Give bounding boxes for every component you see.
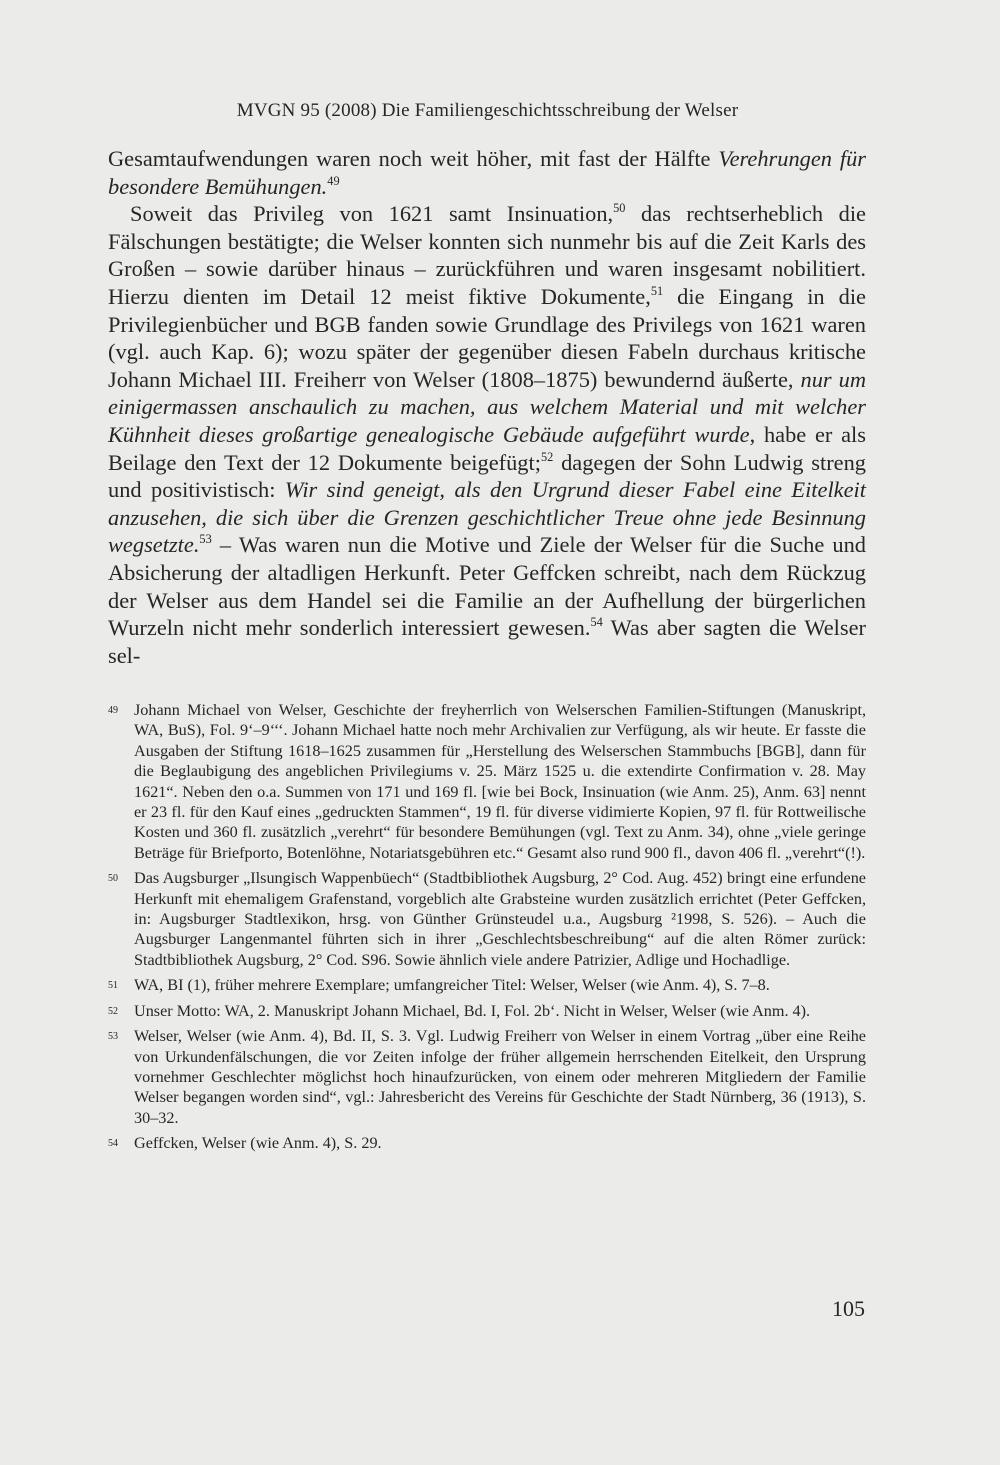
- italic-run: nur um einigermassen anschaulich zu machen, aus welchem Material und mit welcher Kühnheit dieses großartige genealogische Gebäude aufgeführt wurde: [108, 366, 866, 447]
- footnote-text: Unser Motto: WA, 2. Manuskript Johann Michael, Bd. I, Fol. 2b‘. Nicht in Welser, Welser (wie Anm. 4).: [134, 1001, 811, 1020]
- footnote-53: [108, 1026, 866, 1128]
- paragraph-2: [108, 200, 866, 669]
- text-run: , habe er als Beilage den Text der 12 Dokumente beigefügt;: [108, 421, 866, 475]
- text-run: das rechtserheblich die Fälschungen bestätigte; die Welser konnten sich nunmehr bis auf die Zeit Karls des Großen – sowie darüber hinaus – zurückführen und waren insgesamt nobilitiert. Hierzu dienten im Detail 12 meist fiktive Dokumente,: [108, 201, 866, 309]
- footnote-ref-52[interactable]: 52: [540, 449, 554, 464]
- footnote-number: 49: [108, 705, 118, 716]
- footnote-text: WA, BI (1), früher mehrere Exemplare; umfangreicher Titel: Welser, Welser (wie Anm. 4), S. 7–8.: [134, 976, 770, 995]
- footnote-text: Welser, Welser (wie Anm. 4), Bd. II, S. 3. Vgl. Ludwig Freiherr von Welser in einem Vortrag „über eine Reihe von Urkundenfälschungen, die vor Zeiten infolge der früher allgemein herrschenden Eitelkeit, den Ursprung vornehmer Geschlechter möglichst hoch hinaufzurücken, von einem oder mehreren Mitgliedern der Familie Welser begangen worden sind“, vgl.: Jahresbericht des Vereins für Geschichte der Stadt Nürnberg, 36 (1913), S. 30–32.: [134, 1027, 866, 1127]
- footnote-50: [108, 868, 866, 970]
- footnote-number: 52: [108, 1005, 118, 1017]
- text-run: dagegen der Sohn Ludwig streng und positivistisch:: [108, 449, 866, 503]
- text-run: Was aber sagten die Welser sel-: [108, 615, 866, 668]
- footnote-text: Das Augsburger „Ilsungisch Wappenbüech“ (Stadtbibliothek Augsburg, 2° Cod. Aug. 452) bringt eine erfundene Herkunft mit ehemaligem Grafenstand, vorgeblich alte Grabsteine wurden zusätzlich errichtet (Peter Geffcken, in: Augsburger Stadtlexikon, hrsg. von Günther Grünsteudel u.a., Augsburg ²1998, S. 526). – Auch die Augsburger Langenmantel führten sich in ihrer „Geschlechtsbeschreibung“ auf die alten Römer zurück: Stadtbibliothek Augsburg, 2° Cod. S96. Sowie ähnlich viele andere Patrizier, Adlige und Hochadlige.: [134, 869, 866, 969]
- footnote-52: [108, 1001, 866, 1021]
- paragraph-1: [108, 145, 866, 200]
- running-head: MVGN 95 (2008) Die Familiengeschichtsschreibung der Welser: [236, 100, 739, 121]
- text-run: Soweit das Privileg von 1621 samt Insinuation,: [130, 201, 614, 227]
- body-text: [108, 145, 866, 669]
- footnote-number: 54: [108, 1138, 118, 1150]
- footnote-text: Geffcken, Welser (wie Anm. 4), S. 29.: [134, 1134, 382, 1153]
- footnote-ref-50[interactable]: 50: [613, 200, 626, 215]
- footnote-51: [108, 975, 866, 995]
- text-run: – Was waren nun die Motive und Ziele der Welser für die Suche und Absicherung der altadligen Herkunft. Peter Geffcken schreibt, nach dem Rückzug der Welser aus dem Handel sei die Familie an der Aufhellung der bürgerlichen Wurzeln nicht mehr sonderlich interessiert gewesen.: [108, 532, 866, 641]
- footnote-number: 53: [108, 1031, 118, 1043]
- footnote-text: Johann Michael von Welser, Geschichte der freyherrlich von Welserschen Familien-Stiftungen (Manuskript, WA, BuS), Fol. 9‘–9‘‘‘. Johann Michael hatte noch mehr Archivalien zur Verfügung, als wir heute. Er fasste die Ausgaben der Stiftung 1618–1625 zusammen für „Herstellung des Welserschen Stammbuchs [BGB], dann für die Beglaubigung des angeblichen Privilegiums v. 25. März 1525 u. die extendirte Confirmation v. 28. May 1621“. Neben den o.a. Summen von 171 und 169 fl. [wie bei Bock, Insinuation (wie Anm. 25), Anm. 63] nennt er 23 fl. für den Kauf eines „gedruckten Stammen“, 19 fl. für diverse vidimierte Kopien, 97 fl. für Rottweilische Kosten und 360 fl. zusätzlich „verehrt“ für besondere Bemühungen (vgl. Text zu Anm. 34), ohne „viele geringe Beträge für Briefporto, Botenlöhne, Notariatsgebühren etc.“ Gesamt also rund 900 fl., davon 406 fl. „verehrt“(!).: [134, 701, 866, 862]
- footnote-49: [108, 700, 866, 863]
- italic-run: Wir sind geneigt, als den Urgrund dieser Fabel eine Eitelkeit anzusehen, die sich über die Grenzen geschichtlicher Treue ohne jede Besinnung wegsetzte.: [108, 477, 866, 558]
- footnote-ref-53[interactable]: 53: [199, 532, 212, 547]
- text-run: die Eingang in die Privilegienbücher und BGB fanden sowie Grundlage des Privilegs von 1621 waren (vgl. auch Kap. 6); wozu später der gegenüber diesen Fabeln durchaus kritische Johann Michael III. Freiherr von Welser (1808–1875) bewundernd äußerte,: [108, 283, 866, 392]
- footnote-ref-51[interactable]: 51: [650, 283, 664, 298]
- text-run: Gesamtaufwendungen waren noch weit höher, mit fast der Hälfte: [108, 146, 719, 171]
- footnote-54: [108, 1133, 866, 1153]
- page-number: 105: [832, 1296, 865, 1321]
- footnote-number: 51: [108, 980, 118, 992]
- footnote-number: 50: [108, 873, 118, 885]
- footnotes: [108, 700, 866, 1159]
- footnote-ref-49[interactable]: 49: [327, 173, 340, 188]
- italic-run: Verehrungen für besondere Bemühungen.: [108, 146, 866, 199]
- footnote-ref-54[interactable]: 54: [590, 614, 603, 629]
